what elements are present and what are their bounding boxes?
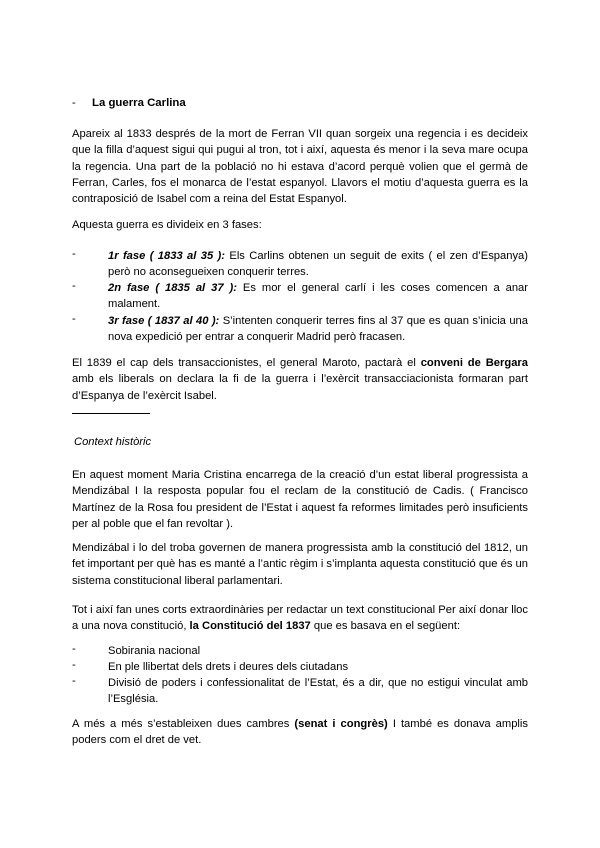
constitution-paragraph <box>72 602 528 635</box>
principle-item: Divisió de poders i confessionalitat de l’Estat, és a dir, que no estigui vinculat amb l’Església. <box>108 677 528 706</box>
closing-text-end: I també es donava amplis poders com el dret de vet. <box>72 718 528 747</box>
phase-bullet: - <box>72 313 76 325</box>
phases-intro: Aquesta guerra es divideix en 3 fases: <box>72 219 262 231</box>
phase-text: Es mor el general carlí i les coses comencen a anar malament. <box>108 282 529 311</box>
vergara-bold: conveni de Bergara <box>420 357 528 369</box>
phase-item <box>108 280 528 313</box>
constitution-text: Tot i així fan unes corts extraordinàries per redactar un text constitucional Per així donar lloc a una nova constitució, <box>72 604 528 633</box>
phase-label: 1r fase ( 1833 al 35 ): <box>108 250 225 262</box>
phase-label: 3r fase ( 1837 al 40 ): <box>108 315 220 327</box>
principle-item: Sobirania nacional <box>108 645 201 657</box>
context-paragraph-2: Mendizábal i lo del troba governen de manera progressista amb la constitució del 1812, un fet important per què has es manté a l’antic règim i s’implanta aquesta constitució que és un sistema constitucional liberal parlamentari. <box>72 542 528 587</box>
phase-text: S’intenten conquerir terres fins al 37 que es quan s’inicia una nova expedició per entrar a conquerir Madrid però fracasen. <box>108 315 528 344</box>
principle-bullet: - <box>72 643 76 655</box>
phase-item <box>108 313 528 346</box>
closing-paragraph <box>72 716 528 749</box>
vergara-paragraph <box>72 355 528 404</box>
closing-text: A més a més s’estableixen dues cambres <box>72 718 295 730</box>
principle-bullet: - <box>72 659 76 671</box>
context-paragraph-1: En aquest moment Maria Cristina encarrega de la creació d’un estat liberal progressista a Mendizábal I la resposta popular fou el reclam de la constitució de Cadis. ( Francisco Martínez de la Rosa fou president de l’Estat i aquest fa reformes limitades però insuficients per al poble que el fan revoltar ). <box>72 469 528 530</box>
phase-bullet: - <box>72 248 76 260</box>
section-heading: La guerra Carlina <box>92 97 186 109</box>
heading-bullet: - <box>72 97 76 109</box>
vergara-text-end: amb els liberals on declara la fi de la guerra i l’exèrcit transacciacionista formaran part d’Espanya de l’exèrcit Isabel. <box>72 373 528 402</box>
intro-paragraph: Apareix al 1833 després de la mort de Ferran VII quan sorgeix una regencia i es decideix que la filla d’aquest sigui qui pugui al tron, tot i així, aquesta és menor i la seva mare ocupa la regencia. Una part de la població no hi estava d’acord perquè volien que el germà de Ferran, Carles, fos el monarca de l’estat espanyol. Llavors el motiu d’aquesta guerra es la contraposició de Isabel com a reina del Estat Espanyol. <box>72 128 528 206</box>
vergara-text: El 1839 el cap dels transaccionistes, el general Maroto, pactarà el <box>72 357 421 369</box>
divider-line <box>72 413 150 414</box>
phase-label: 2n fase ( 1835 al 37 ): <box>108 282 237 294</box>
principle-bullet: - <box>72 675 76 687</box>
phase-text: Els Carlins obtenen un seguit de exits ( el zen d’Espanya) però no aconsegueixen conquerir terres. <box>108 250 528 279</box>
phase-bullet: - <box>72 280 76 292</box>
constitution-bold: la Constitució del 1837 <box>189 620 311 633</box>
context-title: Context històric <box>74 436 152 448</box>
constitution-text-end: que es basava en el següent: <box>310 620 461 633</box>
phase-item <box>108 248 528 281</box>
principle-item: En ple llibertat dels drets i deures dels ciutadans <box>108 661 349 673</box>
closing-bold: (senat i congrès) <box>294 718 388 730</box>
